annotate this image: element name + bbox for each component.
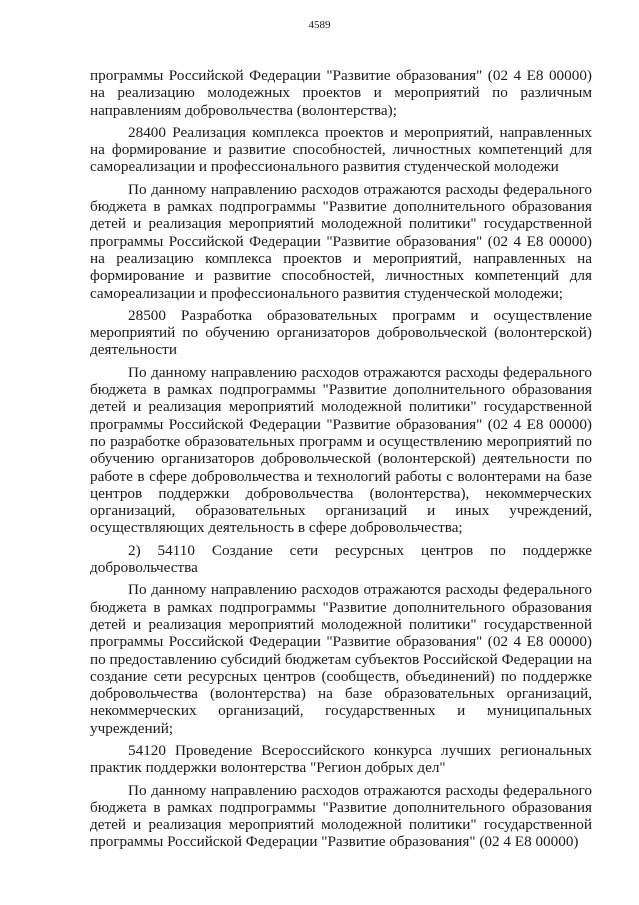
paragraph-heading-28500: 28500 Разработка образовательных программ и осуществление мероприятий по обучению организаторов добровольческой (волонтерской) деятельности — [90, 306, 592, 359]
paragraph-heading-54120: 54120 Проведение Всероссийского конкурса лучших региональных практик поддержки волонтерства "Регион добрых дел" — [90, 741, 592, 777]
paragraph: По данному направлению расходов отражаются расходы федерального бюджета в рамках подпрограммы "Развитие дополнительного образования детей и реализация мероприятий молодежной политики" государственной программы Российской Федерации "Развитие образования" (02 4 Е8 00000) на реализацию комплекса проектов и мероприятий, направленных на формирование и развитие способностей, личностных компетенций для самореализации и профессионального развития студенческой молодежи; — [90, 180, 592, 302]
document-body — [90, 67, 592, 856]
paragraph-heading-28400: 28400 Реализация комплекса проектов и мероприятий, направленных на формирование и развитие способностей, личностных компетенций для самореализации и профессионального развития студенческой молодежи — [90, 123, 592, 176]
paragraph-continuation: программы Российской Федерации "Развитие образования" (02 4 Е8 00000) на реализацию молодежных проектов и мероприятий по различным направлениям добровольчества (волонтерства); — [90, 67, 592, 119]
paragraph: По данному направлению расходов отражаются расходы федерального бюджета в рамках подпрограммы "Развитие дополнительного образования детей и реализация мероприятий молодежной политики" государственной программы Российской Федерации "Развитие образования" (02 4 Е8 00000) по предоставлению субсидий бюджетам субъектов Российской Федерации на создание сети ресурсных центров (сообществ, объединений) по поддержке добровольчества (волонтерства) на базе образовательных организаций, некоммерческих организаций, государственных и муниципальных учреждений; — [90, 581, 592, 737]
paragraph-heading-54110: 2) 54110 Создание сети ресурсных центров по поддержке добровольчества — [90, 541, 592, 577]
page-number: 4589 — [308, 19, 331, 31]
paragraph: По данному направлению расходов отражаются расходы федерального бюджета в рамках подпрограммы "Развитие дополнительного образования детей и реализация мероприятий молодежной политики" государственной программы Российской Федерации "Развитие образования" (02 4 Е8 00000) по разработке образовательных программ и осуществлению мероприятий по обучению организаторов добровольческой (волонтерской) деятельности по работе в сфере добровольчества и технологий работы с волонтерами на базе центров поддержки добровольчества (волонтерства), некоммерческих организаций, образовательных организаций и иных учреждений, осуществляющих деятельность в сфере добровольчества; — [90, 363, 592, 537]
paragraph: По данному направлению расходов отражаются расходы федерального бюджета в рамках подпрограммы "Развитие дополнительного образования детей и реализация мероприятий молодежной политики" государственной программы Российской Федерации "Развитие образования" (02 4 Е8 00000) — [90, 781, 592, 851]
